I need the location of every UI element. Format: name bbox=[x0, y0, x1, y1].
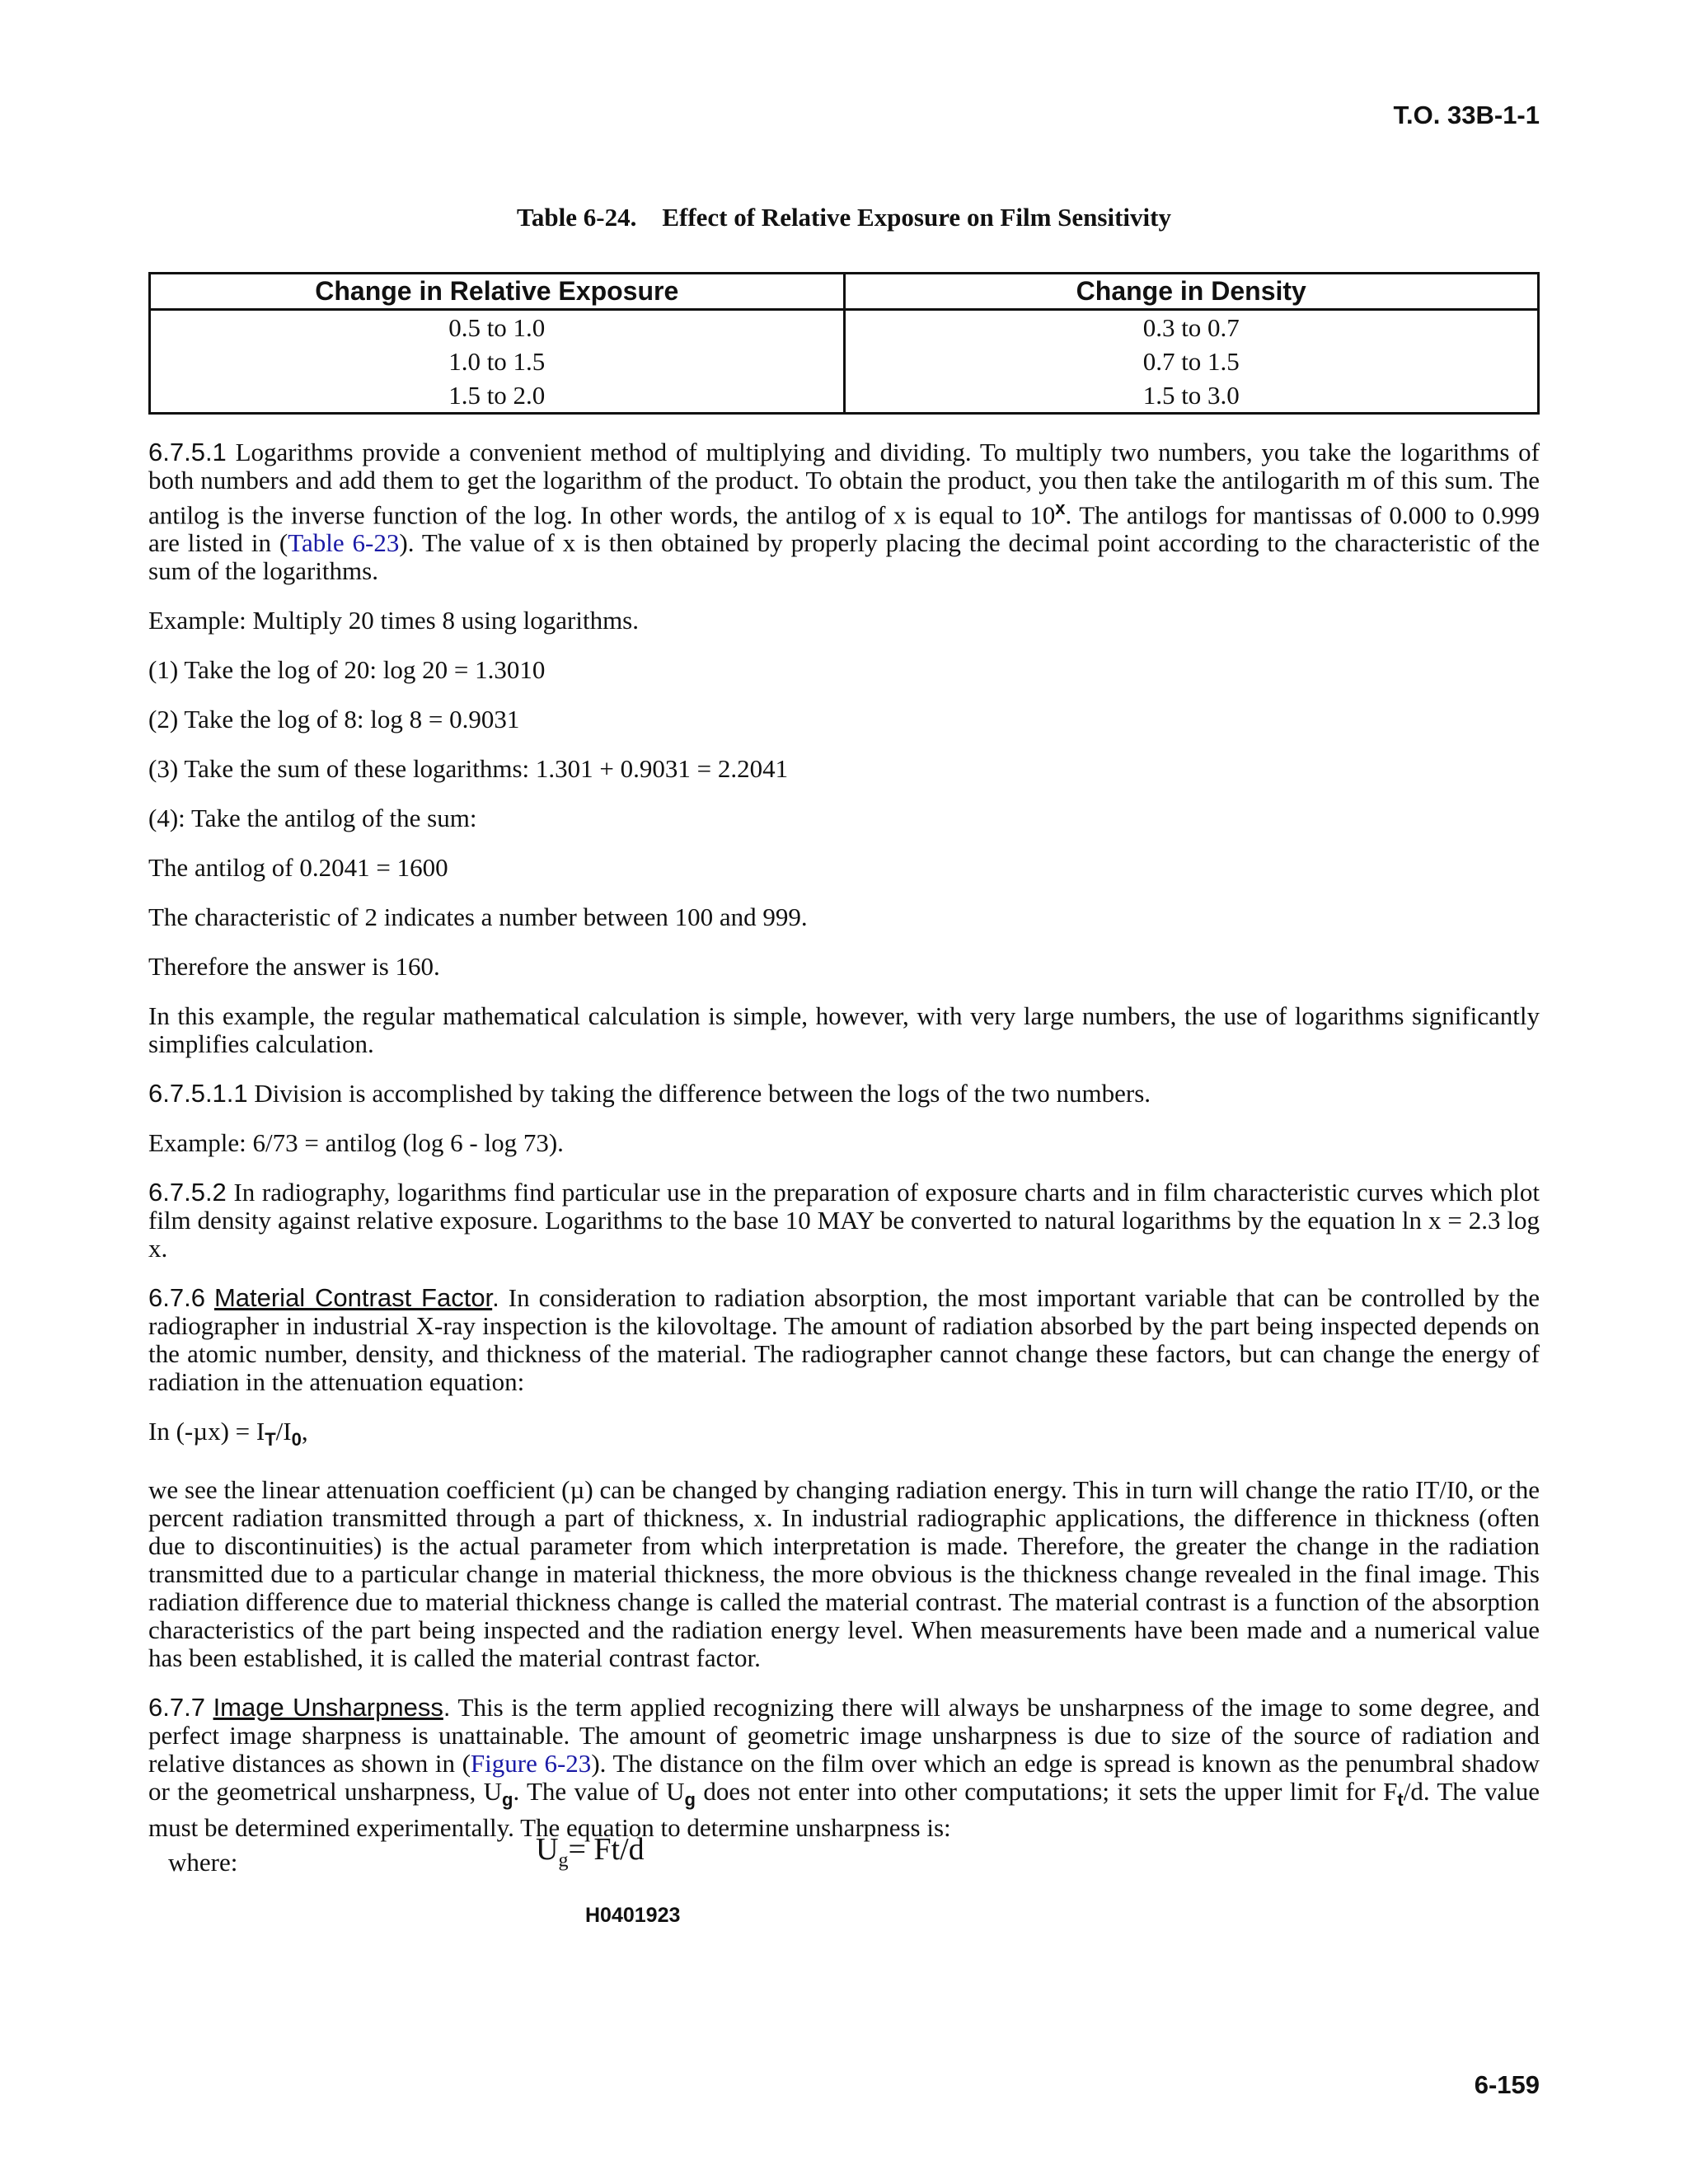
paragraph-text: In consideration to radiation absorption, the most important variable that can be controlled by the radiographer in industrial X-ray inspection is the kilovoltage. The amount of radiation absorbed by the part being inspected depends on the atomic number, density, and thickness of the material. The radiographer cannot change these factors, but can change the energy of radiation in the attenuation equation: bbox=[148, 1283, 1540, 1397]
section-title-material-contrast: Material Contrast Factor bbox=[213, 1283, 493, 1313]
equation-text: = Ft/d bbox=[568, 1832, 645, 1867]
paragraph-6-7-5-1-1 bbox=[148, 1080, 1540, 1108]
example-note: In this example, the regular mathematical calculation is simple, however, with very large numbers, the use of logarithms significantly simplifies calculation. bbox=[148, 1001, 1540, 1059]
subscript: T bbox=[265, 1429, 276, 1451]
paragraph-text: does not enter into other computations; it sets the upper limit for F bbox=[695, 1776, 1398, 1806]
subscript: g bbox=[502, 1788, 513, 1810]
example-characteristic: The characteristic of 2 indicates a number between 100 and 999. bbox=[148, 902, 808, 932]
body-text bbox=[148, 438, 1540, 1863]
paragraph-text: ). The distance on the film over which an edge is spread is known as the penumbral shadow or the geometrical unsharpness, U bbox=[148, 1748, 1540, 1806]
section-number: 6.7.5.1 bbox=[148, 438, 227, 466]
table-title: Table 6-24. Effect of Relative Exposure on Film Sensitivity bbox=[517, 203, 1171, 232]
example-answer: Therefore the answer is 160. bbox=[148, 952, 440, 982]
equation-text: U bbox=[536, 1832, 559, 1867]
paragraph-text: This is the term applied recognizing there will always be unsharpness of the image to some degree, and perfect image sharpness is unattainable. The amount of geometric image unsharpness is due to size of the source of radiation and relative distances as shown in ( bbox=[148, 1692, 1540, 1778]
paragraph-material-contrast-detail: we see the linear attenuation coefficient (µ) can be changed by changing radiation energy. This in turn will change the ratio IT/I0, or the percent radiation transmitted through a part of thickness, x. In industrial radiographic applications, the difference in thickness (often due to discontinuities) is the actual parameter from which interpretation is made. Therefore, the greater the change in the radiation transmitted due to a particular change in material thickness, the more obvious is the thickness change revealed in the final image. This radiation difference due to material thickness change is called the material contrast. The material contrast is a function of the absorption characteristics of the part being inspected and the radiation energy level. When measurements have been made and a numerical value has been established, it is called the material contrast factor. bbox=[148, 1474, 1540, 1672]
example-antilog: The antilog of 0.2041 = 1600 bbox=[148, 853, 448, 883]
table-6-23-link[interactable]: Table 6-23 bbox=[288, 528, 400, 558]
example-step-4: (4): Take the antilog of the sum: bbox=[148, 804, 477, 833]
paragraph-text: . The value of U bbox=[513, 1776, 685, 1806]
paragraph-text: ). The value of x is then obtained by properly placing the decimal point according to the characteristic of the sum of the logarithms. bbox=[148, 528, 1540, 586]
section-number: 6.7.5.1.1 bbox=[148, 1079, 248, 1108]
paragraph-6-7-7: 6.7.7 Image Unsharpness. This is the term applied recognizing there will always be unsharpness of the image to some degree, and perfect image sharpness is unattainable. The amount of geometric image unsharpness is due to size of the source of radiation and relative distances as shown in (Figure 6-23). The distance on the film over which an edge is spread is known as the penumbral shadow or the geometrical unsharpness, $U_g$. The value of $U_g$ does not enter into other computations; it sets the upper limit for $F_t/d$. The value must be determined experimentally. The equation to determine unsharpness is: bbox=[148, 1692, 1540, 1842]
column-header-relative-exposure: Change in Relative Exposure bbox=[150, 274, 845, 310]
figure-6-23-link[interactable]: Figure 6-23 bbox=[470, 1748, 592, 1778]
where-label: where: bbox=[168, 1848, 238, 1877]
table-row bbox=[150, 344, 1539, 378]
table-cell: 1.5 to 3.0 bbox=[844, 378, 1539, 414]
equation-text: /I bbox=[275, 1417, 292, 1446]
unsharpness-equation bbox=[536, 1831, 645, 1872]
example-step-3: (3) Take the sum of these logarithms: 1.301 + 0.9031 = 2.2041 bbox=[148, 754, 789, 784]
paragraph-text: /d. The value must be determined experimentally. The equation to determine unsharpness is: bbox=[148, 1776, 1540, 1842]
table-cell: 1.0 to 1.5 bbox=[150, 344, 845, 378]
section-number: 6.7.7 bbox=[148, 1692, 205, 1722]
paragraph-text: . The antilogs for mantissas of 0.000 to 0.999 are listed in ( bbox=[148, 500, 1540, 558]
example-step-2: (2) Take the log of 8: log 8 = 0.9031 bbox=[148, 705, 520, 734]
table-cell: 1.5 to 2.0 bbox=[150, 378, 845, 414]
document-id: T.O. 33B-1-1 bbox=[1393, 101, 1540, 129]
paragraph-6-7-6: 6.7.6 Material Contrast Factor. In consideration to radiation absorption, the most important variable that can be controlled by the radiographer in industrial X-ray inspection is the kilovoltage. The amount of radiation absorbed by the part being inspected depends on the atomic number, density, and thickness of the material. The radiographer cannot change these factors, but can change the energy of radiation in the attenuation equation: bbox=[148, 1283, 1540, 1397]
equation-text: , bbox=[301, 1417, 308, 1446]
equation-text: In (-µx) = I bbox=[148, 1417, 265, 1446]
subscript: g bbox=[558, 1849, 569, 1872]
subscript: t bbox=[1397, 1788, 1404, 1810]
paragraph-text: In radiography, logarithms find particular use in the preparation of exposure charts and in film characteristic curves which plot film density against relative exposure. Logarithms to the base 10 MAY be converted to natural logarithms by the equation ln x = 2.3 log x. bbox=[148, 1178, 1540, 1263]
table-row bbox=[150, 378, 1539, 414]
section-number: 6.7.6 bbox=[148, 1283, 205, 1313]
section-title-image-unsharpness: Image Unsharpness bbox=[213, 1692, 443, 1722]
subscript: g bbox=[684, 1788, 696, 1810]
column-header-density: Change in Density bbox=[844, 274, 1539, 310]
table-cell: 0.7 to 1.5 bbox=[844, 344, 1539, 378]
superscript: x bbox=[1055, 498, 1066, 518]
paragraph-text: Division is accomplished by taking the difference between the logs of the two numbers. bbox=[254, 1079, 1151, 1108]
table-cell: 0.5 to 1.0 bbox=[150, 310, 845, 345]
table-cell: 0.3 to 0.7 bbox=[844, 310, 1539, 345]
example-title: Example: Multiply 20 times 8 using logarithms. bbox=[148, 606, 639, 635]
section-number: 6.7.5.2 bbox=[148, 1178, 227, 1207]
paragraph-6-7-5-1 bbox=[148, 438, 1540, 585]
example-step-1: (1) Take the log of 20: log 20 = 1.3010 bbox=[148, 655, 546, 685]
attenuation-equation bbox=[148, 1418, 1540, 1454]
figure-id: H0401923 bbox=[585, 1904, 681, 1927]
division-example: Example: 6/73 = antilog (log 6 - log 73). bbox=[148, 1128, 564, 1158]
page-number: 6-159 bbox=[1474, 2070, 1540, 2099]
paragraph-text: Logarithms provide a convenient method of multiplying and dividing. To multiply two numbers, you take the logarithms of both numbers and add them to get the logarithm of the product. To obtain the product, you then take the antilogarith m of this sum. The antilog is the inverse function of the log. In other words, the antilog of x is equal to 10 bbox=[148, 438, 1540, 530]
table-row bbox=[150, 310, 1539, 345]
subscript: 0 bbox=[291, 1429, 302, 1451]
paragraph-6-7-5-2 bbox=[148, 1179, 1540, 1263]
exposure-density-table bbox=[148, 272, 1540, 415]
